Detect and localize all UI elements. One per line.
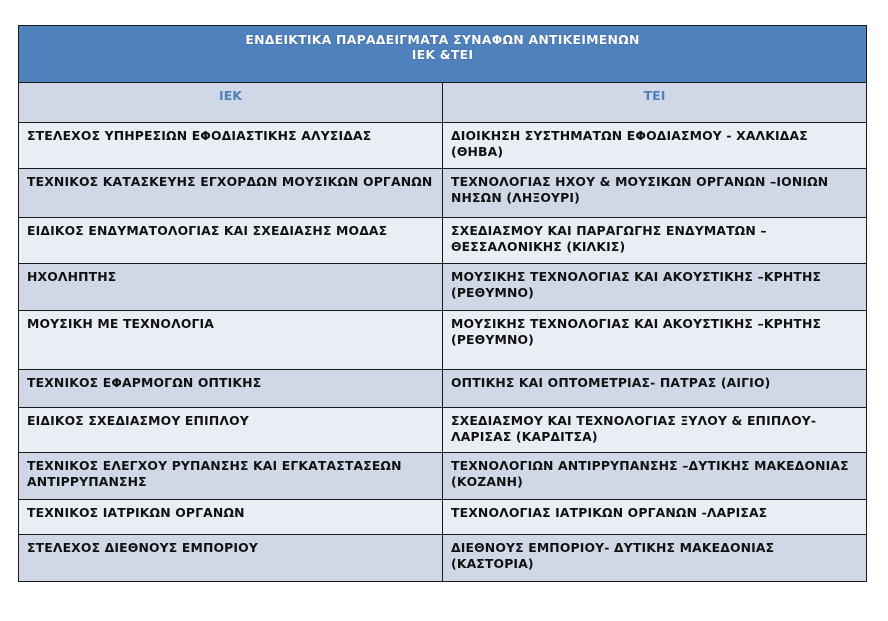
tei-cell: ΤΕΧΝΟΛΟΓΙΑΣ ΙΑΤΡΙΚΩΝ ΟΡΓΑΝΩΝ -ΛΑΡΙΣΑΣ [443, 500, 867, 535]
table-row [19, 123, 867, 169]
tei-cell: ΤΕΧΝΟΛΟΓΙΩΝ ΑΝΤΙΡΡΥΠΑΝΣΗΣ –ΔΥΤΙΚΗΣ ΜΑΚΕΔΟΝΙΑΣ (ΚΟΖΑΝΗ) [443, 453, 867, 500]
tei-cell: ΔΙΟΙΚΗΣΗ ΣΥΣΤΗΜΑΤΩΝ ΕΦΟΔΙΑΣΜΟΥ - ΧΑΛΚΙΔΑΣ (ΘΗΒΑ) [443, 123, 867, 169]
table-row [19, 311, 867, 370]
iek-cell: ΤΕΧΝΙΚΟΣ ΙΑΤΡΙΚΩΝ ΟΡΓΑΝΩΝ [19, 500, 443, 535]
tei-cell: ΣΧΕΔΙΑΣΜΟΥ ΚΑΙ ΠΑΡΑΓΩΓΗΣ ΕΝΔΥΜΑΤΩΝ – ΘΕΣΣΑΛΟΝΙΚΗΣ (ΚΙΛΚΙΣ) [443, 218, 867, 264]
table-row [19, 370, 867, 408]
header-row [19, 83, 867, 123]
tei-cell: ΟΠΤΙΚΗΣ ΚΑΙ ΟΠΤΟΜΕΤΡΙΑΣ- ΠΑΤΡΑΣ (ΑΙΓΙΟ) [443, 370, 867, 408]
iek-cell: ΤΕΧΝΙΚΟΣ ΕΦΑΡΜΟΓΩΝ ΟΠΤΙΚΗΣ [19, 370, 443, 408]
tei-cell: ΣΧΕΔΙΑΣΜΟΥ ΚΑΙ ΤΕΧΝΟΛΟΓΙΑΣ ΞΥΛΟΥ & ΕΠΙΠΛΟΥ- ΛΑΡΙΣΑΣ (ΚΑΡΔΙΤΣΑ) [443, 408, 867, 453]
iek-cell: ΕΙΔΙΚΟΣ ΣΧΕΔΙΑΣΜΟΥ ΕΠΙΠΛΟΥ [19, 408, 443, 453]
iek-cell: ΤΕΧΝΙΚΟΣ ΕΛΕΓΧΟΥ ΡΥΠΑΝΣΗΣ ΚΑΙ ΕΓΚΑΤΑΣΤΑΣΕΩΝ ΑΝΤΙΡΡΥΠΑΝΣΗΣ [19, 453, 443, 500]
tei-cell: ΤΕΧΝΟΛΟΓΙΑΣ ΗΧΟΥ & ΜΟΥΣΙΚΩΝ ΟΡΓΑΝΩΝ –ΙΟΝΙΩΝ ΝΗΣΩΝ (ΛΗΞΟΥΡΙ) [443, 169, 867, 218]
table-row [19, 408, 867, 453]
iek-cell: ΗΧΟΛΗΠΤΗΣ [19, 264, 443, 311]
table-row [19, 535, 867, 582]
table-row [19, 169, 867, 218]
table-row [19, 453, 867, 500]
table-title-line-1: ΕΝΔΕΙΚΤΙΚΑ ΠΑΡΑΔΕΙΓΜΑΤΑ ΣΥΝΑΦΩΝ ΑΝΤΙΚΕΙΜΕΝΩΝ [245, 32, 640, 47]
title-row [19, 26, 867, 83]
iek-cell: ΤΕΧΝΙΚΟΣ ΚΑΤΑΣΚΕΥΗΣ ΕΓΧΟΡΔΩΝ ΜΟΥΣΙΚΩΝ ΟΡΓΑΝΩΝ [19, 169, 443, 218]
tei-cell: ΜΟΥΣΙΚΗΣ ΤΕΧΝΟΛΟΓΙΑΣ ΚΑΙ ΑΚΟΥΣΤΙΚΗΣ –ΚΡΗΤΗΣ (ΡΕΘΥΜΝΟ) [443, 311, 867, 370]
table-row [19, 264, 867, 311]
iek-cell: ΕΙΔΙΚΟΣ ΕΝΔΥΜΑΤΟΛΟΓΙΑΣ ΚΑΙ ΣΧΕΔΙΑΣΗΣ ΜΟΔΑΣ [19, 218, 443, 264]
column-header-iek: ΙΕΚ [19, 83, 443, 123]
iek-cell: ΣΤΕΛΕΧΟΣ ΥΠΗΡΕΣΙΩΝ ΕΦΟΔΙΑΣΤΙΚΗΣ ΑΛΥΣΙΔΑΣ [19, 123, 443, 169]
tei-cell: ΜΟΥΣΙΚΗΣ ΤΕΧΝΟΛΟΓΙΑΣ ΚΑΙ ΑΚΟΥΣΤΙΚΗΣ –ΚΡΗΤΗΣ (ΡΕΘΥΜΝΟ) [443, 264, 867, 311]
tei-cell: ΔΙΕΘΝΟΥΣ ΕΜΠΟΡΙΟΥ- ΔΥΤΙΚΗΣ ΜΑΚΕΔΟΝΙΑΣ (ΚΑΣΤΟΡΙΑ) [443, 535, 867, 582]
table-title-line-2: ΙΕΚ &ΤΕΙ [411, 47, 474, 62]
correspondence-table [18, 25, 867, 582]
column-header-tei: ΤΕΙ [443, 83, 867, 123]
iek-cell: ΣΤΕΛΕΧΟΣ ΔΙΕΘΝΟΥΣ ΕΜΠΟΡΙΟΥ [19, 535, 443, 582]
iek-cell: ΜΟΥΣΙΚΗ ΜΕ ΤΕΧΝΟΛΟΓΙΑ [19, 311, 443, 370]
table-row [19, 218, 867, 264]
table-title [19, 26, 867, 83]
table-row [19, 500, 867, 535]
